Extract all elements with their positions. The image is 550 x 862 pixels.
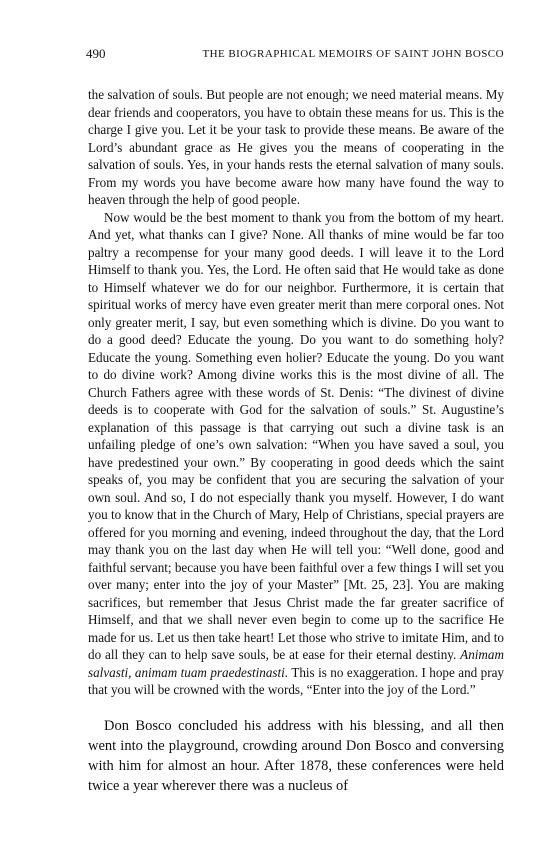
page-number: 490 xyxy=(86,46,106,61)
quote-paragraph: the salvation of souls. But people are not enough; we need material means. My dear friends and cooperators, you have to obtain these means for us. This is the charge I give you. Let it be your task to provide these means. Be aware of the Lord’s abundant grace as He gives you the means of cooperating in the salvation of souls. Yes, in your hands rests the eternal salvation of many souls. From my words you have become aware how many have found the way to heaven through the help of good people. xyxy=(88,87,504,207)
quote-text: Now would be the best moment to thank you from the bottom of my heart. And yet, what thanks can I give? None. All thanks of mine would be far too paltry a recompense for your many good deeds. I will leave it to the Lord Himself to thank you. Yes, the Lord. He often said that He would take as done to Himself whatever we do for our neighbor. Furthermore, it is certain that spiritual works of mercy have even greater merit than mere corporal ones. Not only greater merit, I say, but even something which is divine. Do you want to do a good deed? Educate the young. Do you want to do something holy? Educate the young. Something even holier? Educate the young. Do you want to do divine work? Among divine works this is the most divine of all. The Church Fathers agree with these words of St. Denis: “The divinest of divine deeds is to cooperate with God for the salvation of souls.” St. Augustine’s explanation of this passage is that carrying out such a divine task is an unfailing pledge of one’s own salvation: “When you have saved a soul, you have predestined your own.” By cooperating in good deeds which the saint speaks of, you may be confident that you are securing the salvation of your own soul. And so, I do not especially thank you myself. However, I do want you to know that in the Church of Mary, Help of Christians, special prayers are offered for you morning and evening, indeed throughout the day, that the Lord may thank you on the last day when He will tell you: “Well done, good and faithful servant; because you have been faithful over a few things I will set you over many; enter into the joy of your Master” [Mt. 25, 23]. You are making sacrifices, but remember that Jesus Christ made the far greater sacrifice of Himself, and that we shall never even begin to come up to the sacrifice He made for us. Let us then take heart! Let those who strive to imitate Him, and to do all they can to help save souls, be at ease for their eternal destiny. xyxy=(88,209,504,662)
quote-paragraph xyxy=(88,209,504,699)
block-quote xyxy=(88,86,504,699)
narrative-paragraph: Don Bosco concluded his address with his blessing, and all then went into the playground, crowding around Don Bosco and conversing with him for almost an hour. After 1878, these conferences were held twice a year wherever there was a nucleus of xyxy=(88,717,504,795)
page-body xyxy=(88,86,504,797)
page-header xyxy=(86,46,504,62)
running-head: THE BIOGRAPHICAL MEMOIRS OF SAINT JOHN BOSCO xyxy=(202,48,504,60)
latin-quote: Animam salvasti, animam tuam praedestinasti. xyxy=(88,647,504,680)
quote-text: This is no exaggeration. I hope and pray that you will be crowned with the words, “Enter into the joy of the Lord.” xyxy=(88,664,504,697)
